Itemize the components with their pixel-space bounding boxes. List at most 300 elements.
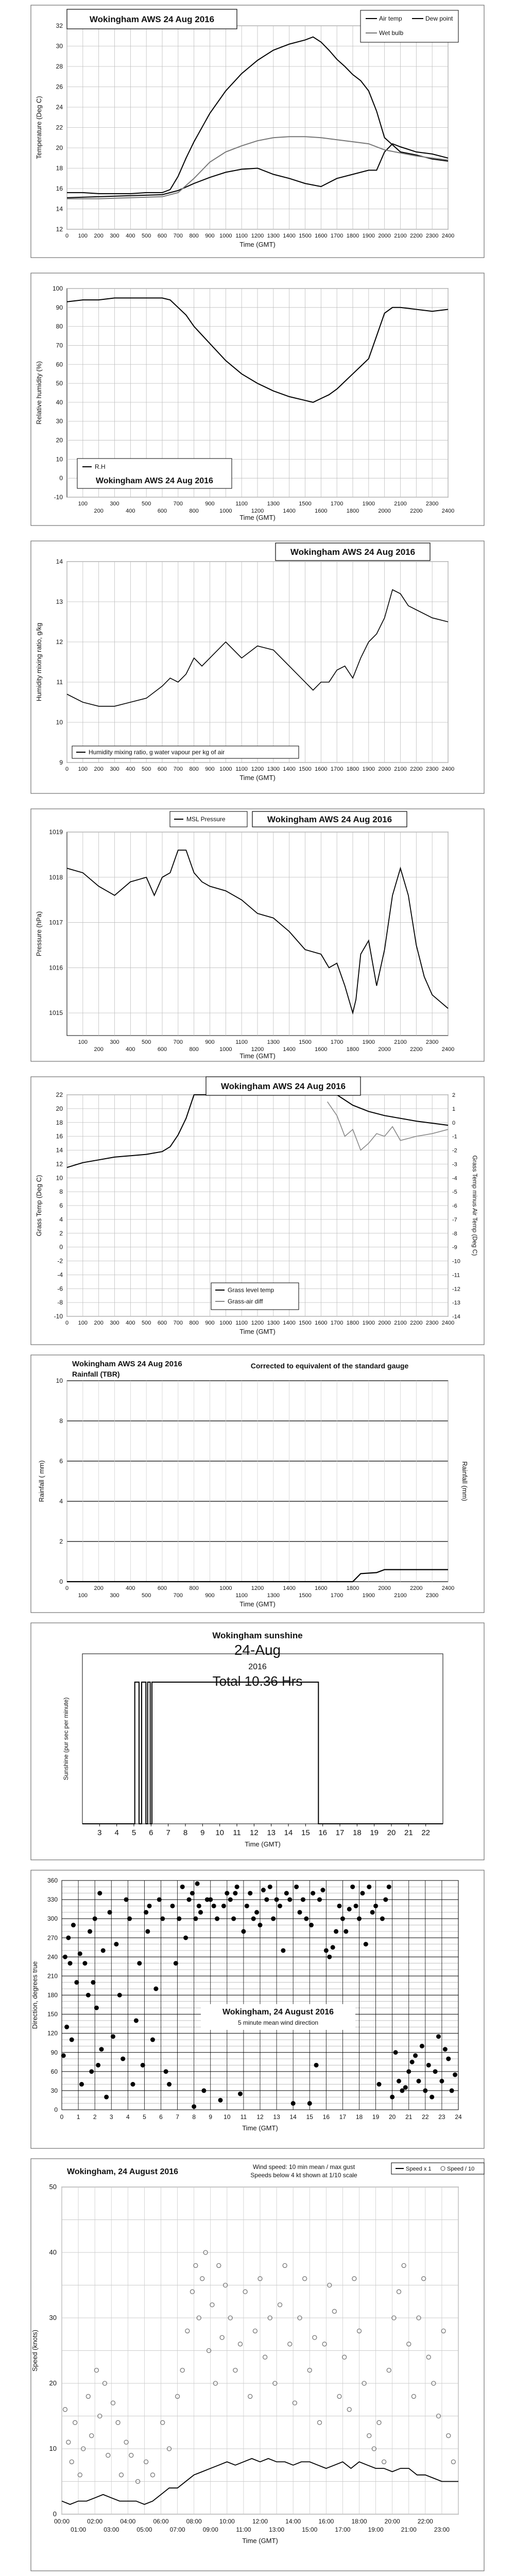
y-tick-label: 20	[56, 144, 63, 151]
x-tick-label: 200	[94, 233, 104, 239]
x-tick-label: 1300	[267, 1592, 280, 1599]
x-tick-label: 8	[192, 2113, 196, 2121]
y-axis-label: Rainfall ( mm)	[38, 1460, 45, 1502]
x-tick-label: 2200	[410, 508, 423, 514]
direction-point	[245, 1904, 249, 1908]
x-tick-label: 0	[65, 233, 69, 239]
y-tick-label: 12	[56, 638, 63, 646]
x-tick-label: 1500	[299, 233, 312, 239]
x-tick-label: 19	[370, 1828, 379, 1837]
direction-point	[117, 1993, 122, 1997]
x-tick-label: 16	[318, 1828, 328, 1837]
x-tick-label: 6	[149, 1828, 153, 1837]
direction-point	[324, 1948, 329, 1953]
y-tick-label: 22	[56, 124, 63, 131]
x-tick-label: 500	[141, 1592, 151, 1599]
y-tick-label: 16	[56, 185, 63, 192]
x-tick-label: 8	[183, 1828, 188, 1837]
x-tick-label: 800	[189, 508, 199, 514]
y2-tick-label: -9	[452, 1244, 457, 1251]
mixing-ratio-panel	[0, 536, 515, 804]
x-axis-label: Time (GMT)	[239, 774, 276, 782]
x-tick-label: 1100	[235, 1320, 248, 1326]
y-tick-label: 30	[49, 2314, 57, 2321]
direction-point	[66, 1936, 71, 1940]
direction-point	[197, 1904, 201, 1908]
x-tick-label: 08:00	[186, 2518, 202, 2525]
x-tick-label: 1100	[235, 233, 248, 239]
x-tick-label: 1500	[299, 766, 312, 772]
direction-point	[370, 1910, 375, 1914]
direction-point	[278, 1904, 282, 1908]
x-tick-label: 1500	[299, 1320, 312, 1326]
x-tick-label: 1100	[235, 1592, 248, 1599]
x-tick-label: 2000	[378, 766, 391, 772]
direction-point	[79, 2082, 84, 2087]
x-tick-label: 1200	[251, 1585, 264, 1591]
direction-point	[157, 1897, 162, 1902]
wind-direction-chart	[0, 1865, 515, 2154]
x-tick-label: 13	[267, 1828, 276, 1837]
direction-point	[331, 1945, 335, 1950]
x-tick-label: 400	[126, 1046, 135, 1053]
x-tick-label: 500	[141, 1320, 151, 1326]
y-tick-label: 6	[59, 1202, 63, 1209]
x-tick-label: 11:00	[236, 2526, 251, 2533]
legend-entry: Wet bulb	[379, 29, 404, 37]
direction-point	[334, 1929, 338, 1934]
y-tick-label: 50	[49, 2183, 57, 2191]
direction-point	[304, 1917, 308, 1921]
direction-point	[68, 1961, 73, 1965]
x-tick-label: 500	[141, 233, 151, 239]
x-axis-label: Time (GMT)	[239, 1328, 276, 1335]
x-tick-label: 19:00	[368, 2526, 384, 2533]
chart-title: Wokingham, 24 August 2016	[222, 2008, 334, 2016]
direction-point	[264, 1897, 269, 1902]
x-tick-label: 1500	[299, 1592, 312, 1599]
x-tick-label: 2100	[394, 501, 407, 507]
x-tick-label: 9	[200, 1828, 205, 1837]
sunshine-chart	[0, 1618, 515, 1865]
x-tick-label: 1300	[267, 1039, 280, 1045]
x-tick-label: 1300	[267, 233, 280, 239]
x-tick-label: 2400	[441, 1046, 455, 1053]
y-tick-label: 14	[56, 205, 63, 213]
x-tick-label: 2000	[378, 1320, 391, 1326]
mixing-ratio-chart	[0, 536, 515, 804]
y-tick-label: 8	[59, 1188, 63, 1196]
x-tick-label: 1800	[346, 508, 359, 514]
direction-point	[99, 2047, 104, 2052]
x-tick-label: 14	[289, 2113, 297, 2121]
x-tick-label: 1400	[283, 1046, 296, 1053]
direction-point	[309, 1923, 314, 1927]
x-tick-label: 00:00	[54, 2518, 70, 2525]
x-tick-label: 1700	[330, 1592, 344, 1599]
legend-entry: Speed / 10	[447, 2166, 475, 2172]
total-label: Total 10.36 Hrs	[212, 1673, 303, 1689]
x-tick-label: 200	[94, 1320, 104, 1326]
x-tick-label: 15:00	[302, 2526, 318, 2533]
x-tick-label: 600	[157, 766, 167, 772]
direction-point	[367, 1885, 371, 1889]
direction-point	[320, 1888, 325, 1892]
direction-point	[147, 1904, 152, 1908]
x-tick-label: 1700	[330, 501, 344, 507]
y2-tick-label: -5	[452, 1189, 457, 1196]
year-label: 2016	[248, 1663, 267, 1671]
direction-point	[121, 2057, 125, 2061]
chart-note: Corrected to equivalent of the standard gauge	[250, 1362, 409, 1370]
x-tick-label: 10	[224, 2113, 231, 2121]
wind-direction-panel	[0, 1865, 515, 2154]
x-tick-label: 1600	[315, 766, 328, 772]
x-tick-label: 07:00	[169, 2526, 185, 2533]
y-tick-label: 40	[49, 2248, 57, 2256]
y-tick-label: 18	[56, 1118, 63, 1126]
direction-point	[167, 2082, 171, 2087]
y2-tick-label: -3	[452, 1161, 457, 1168]
direction-point	[423, 2088, 427, 2093]
direction-point	[74, 1980, 79, 1985]
y-axis-label: Speed (knots)	[31, 2330, 39, 2371]
x-tick-label: 1800	[346, 1320, 359, 1326]
x-tick-label: 11	[240, 2113, 247, 2121]
x-tick-label: 7	[166, 1828, 170, 1837]
y-axis-label: Relative humidity (%)	[35, 361, 43, 425]
direction-point	[195, 1882, 200, 1886]
x-tick-label: 1200	[251, 1320, 264, 1326]
chart-title: Wokingham AWS 24 Aug 2016	[96, 477, 213, 485]
x-tick-label: 300	[110, 766, 119, 772]
direction-point	[340, 1917, 345, 1921]
x-tick-label: 100	[78, 1592, 88, 1599]
x-tick-label: 21	[404, 1828, 413, 1837]
direction-point	[141, 2063, 145, 2067]
x-tick-label: 800	[189, 1320, 199, 1326]
x-tick-label: 20	[388, 2113, 396, 2121]
direction-point	[390, 2095, 394, 2099]
legend-entry: Speed x 1	[406, 2166, 432, 2172]
x-axis-label: Time (GMT)	[242, 2124, 278, 2132]
x-tick-label: 1900	[362, 1592, 375, 1599]
x-tick-label: 2400	[441, 233, 455, 239]
x-tick-label: 500	[141, 766, 151, 772]
y2-tick-label: -13	[452, 1300, 460, 1307]
x-tick-label: 1	[76, 2113, 80, 2121]
x-tick-label: 2300	[425, 1592, 439, 1599]
direction-point	[446, 2057, 451, 2061]
direction-point	[258, 1923, 263, 1927]
x-tick-label: 2	[93, 2113, 97, 2121]
x-tick-label: 2000	[378, 1585, 391, 1591]
x-tick-label: 1700	[330, 233, 344, 239]
direction-point	[180, 1885, 185, 1889]
y2-tick-label: -6	[452, 1203, 457, 1209]
direction-point	[298, 1910, 302, 1914]
x-axis-label: Time (GMT)	[239, 514, 276, 521]
chart-title: Wokingham AWS 24 Aug 2016	[72, 1360, 182, 1368]
y-tick-label: -2	[57, 1257, 63, 1265]
x-tick-label: 100	[78, 766, 88, 772]
y2-tick-label: -1	[452, 1133, 457, 1140]
x-tick-label: 1800	[346, 1585, 359, 1591]
direction-point	[354, 1904, 358, 1908]
direction-point	[238, 2092, 243, 2096]
y-tick-label: 0	[53, 2510, 57, 2518]
x-tick-label: 12:00	[252, 2518, 268, 2525]
y-tick-label: 2	[59, 1229, 63, 1237]
x-tick-label: 23:00	[434, 2526, 450, 2533]
x-axis-label: Time (GMT)	[245, 1840, 281, 1848]
direction-point	[134, 2018, 139, 2023]
direction-point	[436, 2034, 441, 2039]
y-tick-label: -8	[57, 1299, 63, 1307]
x-tick-label: 0	[60, 2113, 64, 2121]
direction-point	[406, 2069, 411, 2074]
x-tick-label: 400	[126, 766, 135, 772]
x-tick-label: 900	[205, 1320, 215, 1326]
x-tick-label: 900	[205, 1039, 215, 1045]
direction-point	[251, 1917, 256, 1921]
x-tick-label: 200	[94, 766, 104, 772]
wind-speed-chart	[0, 2154, 515, 2576]
y2-tick-label: -12	[452, 1286, 460, 1293]
relative-humidity-chart	[0, 268, 515, 536]
x-tick-label: 10:00	[219, 2518, 235, 2525]
x-tick-label: 1700	[330, 1320, 344, 1326]
x-tick-label: 800	[189, 1585, 199, 1591]
x-tick-label: 1800	[346, 233, 359, 239]
x-tick-label: 13:00	[269, 2526, 285, 2533]
direction-point	[387, 1885, 391, 1889]
y-tick-label: 10	[56, 455, 63, 463]
x-tick-label: 1000	[219, 233, 232, 239]
y-tick-label: -6	[57, 1285, 63, 1293]
y-axis-label: Direction, degrees true	[31, 1961, 39, 2029]
direction-point	[377, 2082, 382, 2087]
y-tick-label: 12	[56, 226, 63, 233]
x-tick-label: 1600	[315, 508, 328, 514]
x-tick-label: 1400	[283, 1320, 296, 1326]
x-tick-label: 13	[273, 2113, 280, 2121]
y2-tick-label: -7	[452, 1216, 457, 1223]
direction-point	[174, 1961, 178, 1965]
direction-point	[268, 1885, 272, 1889]
direction-point	[225, 1891, 229, 1895]
x-tick-label: 2400	[441, 508, 455, 514]
sunshine-panel	[0, 1618, 515, 1865]
x-tick-label: 2400	[441, 1585, 455, 1591]
x-tick-label: 600	[157, 1320, 167, 1326]
direction-point	[192, 2104, 196, 2109]
x-tick-label: 6	[159, 2113, 163, 2121]
x-tick-label: 03:00	[104, 2526, 119, 2533]
direction-point	[127, 1917, 132, 1921]
direction-point	[218, 2098, 223, 2103]
y-tick-label: 30	[56, 42, 63, 50]
direction-point	[150, 2038, 155, 2042]
x-tick-label: 17:00	[335, 2526, 351, 2533]
y-tick-label: 270	[47, 1934, 58, 1942]
y-tick-label: 50	[56, 380, 63, 387]
x-tick-label: 2400	[441, 766, 455, 772]
direction-point	[307, 2101, 312, 2106]
x-tick-label: 1200	[251, 766, 264, 772]
x-tick-label: 200	[94, 1046, 104, 1053]
x-tick-label: 100	[78, 233, 88, 239]
x-tick-label: 600	[157, 508, 167, 514]
x-tick-label: 0	[65, 1320, 69, 1326]
legend-entry: MSL Pressure	[186, 816, 226, 823]
x-tick-label: 1800	[346, 1046, 359, 1053]
x-tick-label: 1700	[330, 1039, 344, 1045]
direction-point	[153, 1987, 158, 1991]
y-tick-label: 10	[56, 1377, 63, 1384]
direction-point	[393, 2050, 398, 2055]
rainfall-chart	[0, 1350, 515, 1618]
x-tick-label: 1900	[362, 233, 375, 239]
x-tick-label: 2100	[394, 1592, 407, 1599]
x-axis-label: Time (GMT)	[239, 1052, 276, 1060]
chart-title: Wokingham sunshine	[212, 1631, 303, 1640]
y-axis-label: Sunshine (pur sec per minute)	[62, 1697, 70, 1781]
x-tick-label: 1400	[283, 233, 296, 239]
pressure-panel	[0, 804, 515, 1072]
direction-point	[231, 1917, 236, 1921]
x-tick-label: 16	[322, 2113, 330, 2121]
x-tick-label: 2100	[394, 1320, 407, 1326]
direction-point	[201, 2088, 206, 2093]
x-tick-label: 2200	[410, 1320, 423, 1326]
y-tick-label: 1019	[49, 828, 63, 836]
x-tick-label: 22	[422, 2113, 429, 2121]
direction-point	[170, 1904, 175, 1908]
x-tick-label: 400	[126, 233, 135, 239]
direction-point	[108, 1910, 112, 1914]
x-tick-label: 1400	[283, 766, 296, 772]
y-tick-label: 90	[50, 2048, 58, 2056]
direction-point	[89, 2069, 94, 2074]
direction-point	[101, 1948, 106, 1953]
x-tick-label: 18	[352, 1828, 362, 1837]
x-tick-label: 1600	[315, 233, 328, 239]
chart-title: Wokingham, 24 August 2016	[67, 2167, 179, 2176]
y-axis-label: Grass Temp (Deg C)	[35, 1175, 43, 1236]
x-tick-label: 1000	[219, 508, 232, 514]
x-tick-label: 2100	[394, 233, 407, 239]
legend-entry: Dew point	[425, 15, 453, 22]
y-tick-label: 330	[47, 1896, 58, 1904]
y-tick-label: 40	[56, 398, 63, 406]
direction-point	[164, 2069, 168, 2074]
x-tick-label: 200	[94, 508, 104, 514]
legend-entry: Grass level temp	[228, 1286, 274, 1294]
x-tick-label: 15	[306, 2113, 313, 2121]
direction-point	[233, 1891, 237, 1895]
legend-entry: Humidity mixing ratio, g water vapour per kg of air	[89, 749, 225, 756]
direction-point	[94, 2006, 99, 2010]
x-tick-label: 10	[215, 1828, 225, 1837]
x-tick-label: 2200	[410, 1046, 423, 1053]
direction-point	[410, 2060, 415, 2064]
y-tick-label: 22	[56, 1091, 63, 1098]
y-tick-label: 30	[56, 417, 63, 425]
direction-point	[248, 1891, 252, 1895]
y-tick-label: 1015	[49, 1009, 63, 1017]
chart-note: Wind speed: 10 min mean / max gust	[252, 2163, 355, 2171]
direction-point	[420, 2044, 424, 2048]
x-tick-label: 900	[205, 766, 215, 772]
pressure-chart	[0, 804, 515, 1072]
chart-subtitle: Rainfall (TBR)	[72, 1370, 120, 1378]
y-tick-label: -10	[54, 494, 63, 501]
y-tick-label: 6	[59, 1458, 63, 1465]
y-tick-label: 0	[59, 1243, 63, 1251]
y-tick-label: 2	[59, 1538, 63, 1545]
direction-point	[215, 1917, 219, 1921]
direction-point	[433, 2069, 438, 2074]
x-tick-label: 1000	[219, 1585, 232, 1591]
x-tick-label: 1300	[267, 766, 280, 772]
y-tick-label: 4	[59, 1498, 63, 1505]
legend-entry: R.H	[95, 463, 106, 470]
grass-temperature-panel	[0, 1072, 515, 1350]
direction-point	[439, 2079, 444, 2083]
y-tick-label: 180	[47, 1991, 58, 1999]
x-tick-label: 1100	[235, 501, 248, 507]
x-tick-label: 700	[173, 1592, 183, 1599]
direction-point	[337, 1904, 342, 1908]
x-tick-label: 700	[173, 766, 183, 772]
x-tick-label: 2300	[425, 1320, 439, 1326]
direction-point	[453, 2073, 457, 2077]
y-tick-label: 26	[56, 83, 63, 91]
x-tick-label: 1000	[219, 766, 232, 772]
y-tick-label: 210	[47, 1972, 58, 1980]
y-axis-label: Pressure (hPa)	[35, 911, 43, 957]
direction-point	[86, 1993, 91, 1997]
y-tick-label: 4	[59, 1215, 63, 1223]
direction-point	[430, 2095, 434, 2099]
y-tick-label: 30	[50, 2087, 58, 2094]
x-tick-label: 1400	[283, 508, 296, 514]
y2-tick-label: -2	[452, 1147, 457, 1154]
y-tick-label: 24	[56, 104, 63, 111]
x-tick-label: 1200	[251, 508, 264, 514]
direction-point	[130, 2082, 135, 2087]
y2-tick-label: -8	[452, 1230, 457, 1237]
direction-point	[137, 1961, 142, 1965]
x-tick-label: 1200	[251, 1046, 264, 1053]
direction-point	[403, 2085, 408, 2090]
chart-title: Wokingham AWS 24 Aug 2016	[267, 815, 392, 824]
x-tick-label: 800	[189, 1046, 199, 1053]
x-tick-label: 9	[209, 2113, 213, 2121]
x-tick-label: 0	[65, 766, 69, 772]
x-tick-label: 1500	[299, 1039, 312, 1045]
direction-point	[93, 1917, 97, 1921]
x-tick-label: 1800	[346, 766, 359, 772]
x-tick-label: 2400	[441, 1320, 455, 1326]
direction-point	[96, 2063, 100, 2067]
x-tick-label: 01:00	[71, 2526, 87, 2533]
x-tick-label: 1100	[235, 1039, 248, 1045]
x-tick-label: 1700	[330, 766, 344, 772]
x-tick-label: 12	[256, 2113, 264, 2121]
y-tick-label: 11	[56, 679, 63, 686]
